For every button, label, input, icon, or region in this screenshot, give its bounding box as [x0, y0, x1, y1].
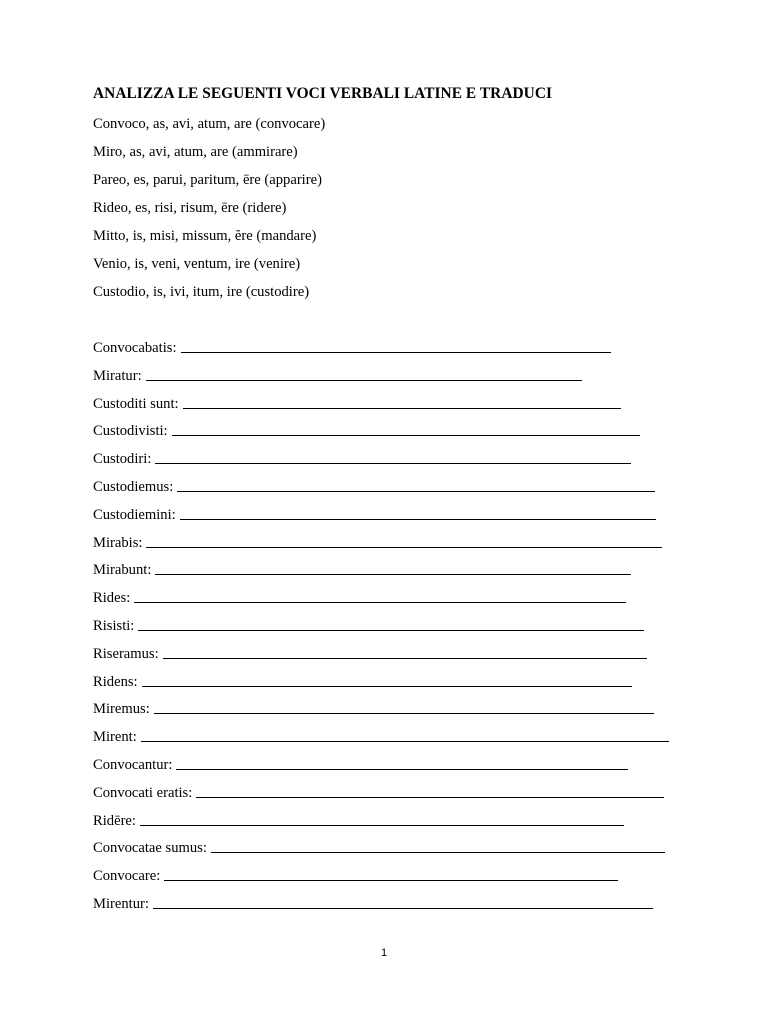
exercise-label: Custodiemus: [93, 478, 174, 495]
exercise-row [93, 617, 669, 645]
exercise-label: Mirabunt: [93, 562, 152, 579]
answer-line[interactable] [153, 895, 653, 909]
exercise-row [93, 561, 669, 589]
verb-item: Miro, as, avi, atum, are (ammirare) [93, 144, 298, 160]
answer-line[interactable] [196, 784, 664, 798]
exercise-row [93, 589, 669, 617]
exercise-row [93, 700, 669, 728]
answer-line[interactable] [146, 367, 582, 381]
exercise-row [93, 867, 669, 895]
answer-line[interactable] [142, 673, 632, 687]
exercise-label: Custodiri: [93, 451, 152, 468]
verb-item: Custodio, is, ivi, itum, ire (custodire) [93, 284, 310, 300]
page-number: 1 [380, 947, 388, 959]
answer-line[interactable] [155, 450, 631, 464]
verb-item: Mitto, is, misi, missum, ĕre (mandare) [93, 228, 317, 244]
exercise-row [93, 422, 669, 450]
exercise-list [93, 339, 669, 923]
exercise-label: Convocare: [93, 868, 161, 885]
exercise-label: Mirentur: [93, 895, 149, 912]
exercise-row [93, 450, 669, 478]
exercise-label: Custodivisti: [93, 423, 168, 440]
page-title: ANALIZZA LE SEGUENTI VOCI VERBALI LATINE E TRADUCI [93, 85, 553, 102]
answer-line[interactable] [155, 561, 631, 575]
exercise-row [93, 728, 669, 756]
exercise-row [93, 506, 669, 534]
exercise-row [93, 395, 669, 423]
answer-line[interactable] [176, 756, 628, 770]
exercise-row [93, 812, 669, 840]
answer-line[interactable] [183, 395, 621, 409]
answer-line[interactable] [140, 812, 624, 826]
exercise-label: Ridēre: [93, 812, 136, 829]
answer-line[interactable] [163, 645, 647, 659]
answer-line[interactable] [146, 534, 662, 548]
answer-line[interactable] [138, 617, 644, 631]
exercise-label: Convocatae sumus: [93, 840, 207, 857]
exercise-label: Rides: [93, 590, 131, 607]
exercise-row [93, 895, 669, 923]
exercise-row [93, 673, 669, 701]
exercise-label: Miremus: [93, 701, 150, 718]
verb-item: Venio, is, veni, ventum, ire (venire) [93, 256, 301, 272]
exercise-label: Ridens: [93, 673, 138, 690]
answer-line[interactable] [134, 589, 626, 603]
exercise-label: Risisti: [93, 617, 135, 634]
exercise-label: Custoditi sunt: [93, 395, 179, 412]
answer-line[interactable] [180, 506, 656, 520]
answer-line[interactable] [177, 478, 655, 492]
verb-item: Convoco, as, avi, atum, are (convocare) [93, 116, 326, 132]
exercise-label: Riseramus: [93, 645, 159, 662]
exercise-row [93, 645, 669, 673]
answer-line[interactable] [141, 728, 669, 742]
answer-line[interactable] [154, 700, 654, 714]
exercise-label: Convocabatis: [93, 340, 177, 356]
exercise-label: Miratur: [93, 367, 142, 384]
exercise-label: Custodiemini: [93, 506, 176, 523]
answer-line[interactable] [172, 422, 640, 436]
exercise-row [93, 339, 669, 367]
exercise-label: Mirent: [93, 729, 137, 746]
verb-item: Pareo, es, parui, paritum, ēre (apparire) [93, 172, 322, 188]
exercise-label: Convocati eratis: [93, 784, 193, 801]
answer-line[interactable] [164, 867, 618, 881]
exercise-label: Mirabis: [93, 534, 143, 551]
exercise-row [93, 839, 669, 867]
answer-line[interactable] [181, 339, 611, 353]
answer-line[interactable] [211, 839, 665, 853]
verb-list [93, 115, 325, 311]
exercise-row [93, 756, 669, 784]
exercise-row [93, 784, 669, 812]
exercise-row [93, 534, 669, 562]
exercise-row [93, 478, 669, 506]
exercise-row [93, 367, 669, 395]
exercise-label: Convocantur: [93, 756, 173, 773]
verb-item: Rideo, es, risi, risum, ēre (ridere) [93, 200, 287, 216]
